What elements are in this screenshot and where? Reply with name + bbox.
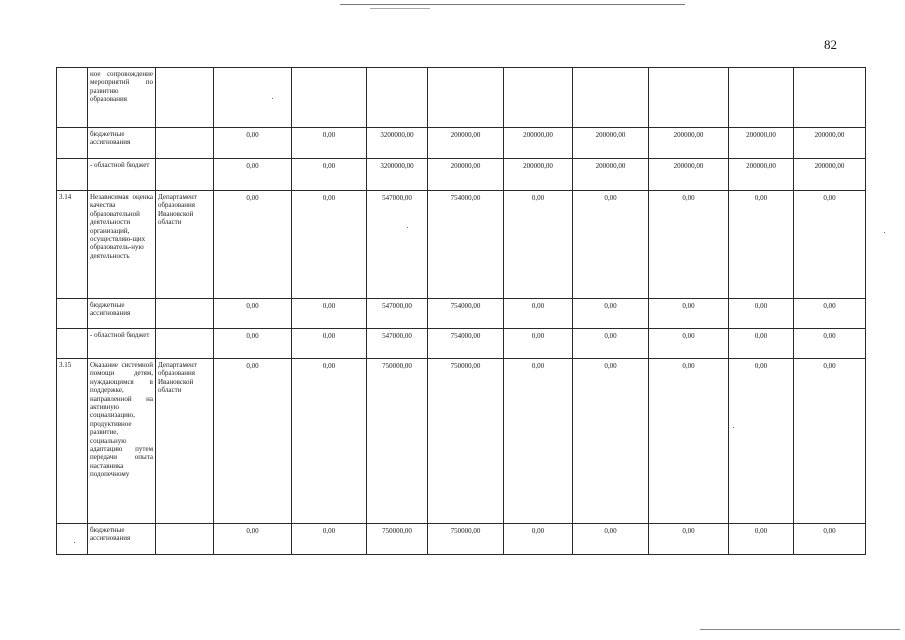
amount-cell: 0,00 — [573, 359, 649, 524]
amount-cell — [794, 68, 866, 128]
amount-cell: 754000,00 — [428, 329, 504, 359]
amount-cell: 547000,00 — [367, 329, 428, 359]
amount-cell: 0,00 — [729, 329, 794, 359]
amount-cell — [214, 68, 292, 128]
row-index-cell — [57, 524, 88, 555]
amount-cell: 750000,00 — [367, 359, 428, 524]
amount-cell: 200000,00 — [504, 128, 573, 159]
executor-cell — [156, 524, 214, 555]
amount-cell: 0,00 — [794, 359, 866, 524]
amount-cell: 0,00 — [573, 191, 649, 299]
amount-cell: 200000,00 — [428, 128, 504, 159]
amount-cell: 0,00 — [794, 329, 866, 359]
amount-cell: 200000,00 — [729, 159, 794, 191]
amount-cell: 0,00 — [214, 329, 292, 359]
amount-cell: 200000,00 — [649, 159, 729, 191]
scan-artifact-line — [340, 4, 685, 5]
amount-cell: 0,00 — [649, 329, 729, 359]
amount-cell: 0,00 — [794, 299, 866, 329]
amount-cell: 200000,00 — [504, 159, 573, 191]
scan-speck — [407, 227, 408, 228]
amount-cell: 3200000,00 — [367, 128, 428, 159]
row-name-cell: бюджетные ассигнования — [88, 524, 156, 555]
row-index-cell — [57, 128, 88, 159]
amount-cell: 0,00 — [214, 159, 292, 191]
amount-cell: 0,00 — [573, 329, 649, 359]
amount-cell: 750000,00 — [367, 524, 428, 555]
amount-cell: 0,00 — [729, 524, 794, 555]
amount-cell: 0,00 — [729, 359, 794, 524]
amount-cell: 3200000,00 — [367, 159, 428, 191]
page-number: 82 — [824, 37, 837, 52]
amount-cell — [573, 68, 649, 128]
row-name-cell: бюджетные ассигнования — [88, 128, 156, 159]
amount-cell: 0,00 — [729, 299, 794, 329]
amount-cell — [367, 68, 428, 128]
amount-cell: 0,00 — [292, 191, 367, 299]
amount-cell: 0,00 — [292, 359, 367, 524]
amount-cell: 0,00 — [504, 299, 573, 329]
amount-cell: 0,00 — [214, 359, 292, 524]
table-row — [57, 159, 866, 191]
amount-cell: 750000,00 — [428, 524, 504, 555]
amount-cell: 0,00 — [573, 299, 649, 329]
row-index-cell: 3.15 — [57, 359, 88, 524]
amount-cell: 200000,00 — [649, 128, 729, 159]
executor-cell — [156, 329, 214, 359]
budget-table — [56, 67, 866, 555]
amount-cell: 0,00 — [292, 329, 367, 359]
amount-cell: 0,00 — [504, 329, 573, 359]
scan-artifact-line — [700, 629, 900, 630]
row-index-cell — [57, 329, 88, 359]
amount-cell: 0,00 — [292, 524, 367, 555]
amount-cell: 0,00 — [214, 299, 292, 329]
amount-cell: 547000,00 — [367, 191, 428, 299]
executor-cell — [156, 68, 214, 128]
amount-cell: 200000,00 — [428, 159, 504, 191]
amount-cell — [504, 68, 573, 128]
executor-cell: Департамент образования Ивановской области — [156, 359, 214, 524]
executor-cell — [156, 159, 214, 191]
amount-cell: 0,00 — [649, 299, 729, 329]
row-index-cell: 3.14 — [57, 191, 88, 299]
row-name-cell: Независимая оценка качества образовательной деятельности организаций, осуществляю-щих образователь-ную деятельность — [88, 191, 156, 299]
scan-speck — [272, 98, 273, 99]
row-name-cell: - областной бюджет — [88, 159, 156, 191]
amount-cell: 200000,00 — [794, 159, 866, 191]
row-index-cell — [57, 68, 88, 128]
amount-cell: 0,00 — [504, 191, 573, 299]
row-name-cell: бюджетные ассигнования — [88, 299, 156, 329]
amount-cell: 200000,00 — [794, 128, 866, 159]
amount-cell: 200000,00 — [573, 128, 649, 159]
scan-speck — [74, 542, 75, 543]
amount-cell — [428, 68, 504, 128]
table-row — [57, 524, 866, 555]
amount-cell: 0,00 — [292, 128, 367, 159]
scan-speck — [884, 232, 885, 233]
amount-cell: 750000,00 — [428, 359, 504, 524]
amount-cell: 547000,00 — [367, 299, 428, 329]
table-row — [57, 359, 866, 524]
table-row — [57, 128, 866, 159]
amount-cell: 0,00 — [214, 524, 292, 555]
amount-cell — [729, 68, 794, 128]
amount-cell: 0,00 — [649, 359, 729, 524]
amount-cell: 0,00 — [214, 128, 292, 159]
row-index-cell — [57, 159, 88, 191]
executor-cell: Департамент образования Ивановской области — [156, 191, 214, 299]
scan-speck — [733, 427, 734, 428]
executor-cell — [156, 128, 214, 159]
amount-cell: 0,00 — [794, 524, 866, 555]
executor-cell — [156, 299, 214, 329]
row-name-cell: ное сопровождение мероприятий по развитию образования — [88, 68, 156, 128]
amount-cell: 754000,00 — [428, 191, 504, 299]
scan-artifact-line — [370, 8, 430, 9]
amount-cell — [292, 68, 367, 128]
amount-cell: 0,00 — [292, 299, 367, 329]
amount-cell: 0,00 — [794, 191, 866, 299]
amount-cell: 0,00 — [649, 191, 729, 299]
amount-cell: 0,00 — [649, 524, 729, 555]
table-row — [57, 191, 866, 299]
row-name-cell: Оказание системной помощи детям, нуждающимся в поддержке, направленной на активную социализацию, продуктивное развитие, социальную адаптацию путем передачи опыта наставника подопечному — [88, 359, 156, 524]
amount-cell: 0,00 — [729, 191, 794, 299]
table-row — [57, 299, 866, 329]
amount-cell — [649, 68, 729, 128]
table-row — [57, 68, 866, 128]
amount-cell: 0,00 — [504, 524, 573, 555]
amount-cell: 0,00 — [504, 359, 573, 524]
amount-cell: 754000,00 — [428, 299, 504, 329]
table-row — [57, 329, 866, 359]
row-index-cell — [57, 299, 88, 329]
amount-cell: 200000,00 — [573, 159, 649, 191]
amount-cell: 0,00 — [573, 524, 649, 555]
amount-cell: 0,00 — [214, 191, 292, 299]
amount-cell: 0,00 — [292, 159, 367, 191]
amount-cell: 200000,00 — [729, 128, 794, 159]
row-name-cell: - областной бюджет — [88, 329, 156, 359]
